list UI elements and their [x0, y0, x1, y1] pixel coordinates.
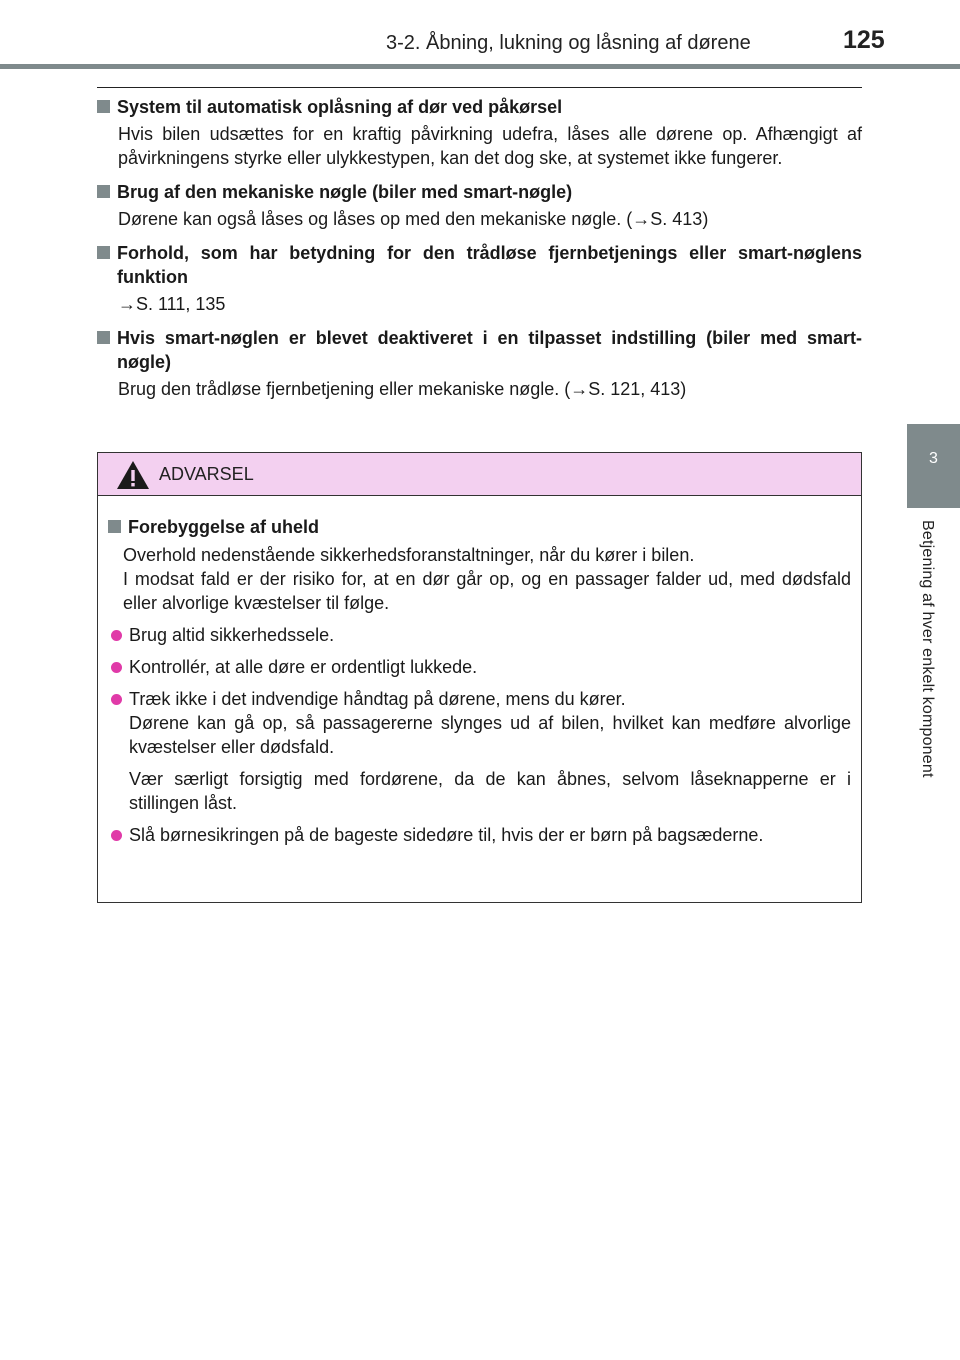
header-rule — [0, 64, 960, 69]
chapter-title: Betjening af hver enkelt komponent — [919, 520, 936, 778]
circle-bullet-icon — [111, 630, 122, 641]
item-title: System til automatisk oplåsning af dør ved påkørsel — [117, 97, 563, 117]
item-body: →S. 111, 135 — [118, 294, 226, 314]
item-body: Dørene kan også låses og låses op med den mekaniske nøgle. (→S. 413) — [118, 209, 709, 229]
item-body: Brug den trådløse fjernbetjening eller mekaniske nøgle. (→S. 121, 413) — [118, 379, 687, 399]
square-bullet-icon — [108, 520, 121, 533]
square-bullet-icon — [97, 185, 110, 198]
item-body: Hvis bilen udsættes for en kraftig påvirkning udefra, låses alle dørene op. Afhængigt af påvirkningens styrke eller ulykkestypen, kan det dog ske, at systemet ikke fungerer. — [118, 124, 862, 168]
warning-bullet: Træk ikke i det indvendige håndtag på dørene, mens du kører. Dørene kan gå op, så passagererne slynges ud af bilen, hvilket kan medføre alvorlige kvæstelser eller dødsfald. Vær særligt forsigtig med fordørene, da de kan åbnes, selvom låseknapperne er i stillingen låst. — [111, 687, 851, 815]
warning-title: Forebyggelse af uheld — [128, 517, 320, 537]
list-item — [97, 180, 862, 231]
warning-bullet: Kontrollér, at alle døre er ordentligt lukkede. — [111, 655, 851, 679]
warning-label: ADVARSEL — [159, 464, 254, 484]
square-bullet-icon — [97, 100, 110, 113]
warning-intro: Overhold nedenstående sikkerhedsforanstaltninger, når du kører i bilen. I modsat fald er der risiko for, at en dør går op, og en passager falder ud, med dødsfald eller alvorlige kvæstelser til følge. — [123, 545, 851, 613]
list-item — [97, 95, 862, 170]
item-title: Brug af den mekaniske nøgle (biler med smart-nøgle) — [117, 182, 573, 202]
circle-bullet-icon — [111, 694, 122, 705]
page-number: 125 — [843, 26, 885, 54]
list-item — [97, 241, 862, 316]
chapter-number: 3 — [929, 450, 938, 467]
list-item — [97, 326, 862, 401]
warning-box — [97, 452, 862, 903]
item-title: Hvis smart-nøglen er blevet deaktiveret i en tilpasset indstilling (biler med smart-nøgle) — [117, 328, 862, 372]
main-content — [97, 95, 862, 411]
content-rule — [97, 87, 862, 88]
circle-bullet-icon — [111, 662, 122, 673]
warning-header — [98, 453, 861, 496]
square-bullet-icon — [97, 331, 110, 344]
warning-bullet: Slå børnesikringen på de bageste sidedøre til, hvis der er børn på bagsæderne. — [111, 823, 851, 847]
circle-bullet-icon — [111, 830, 122, 841]
warning-triangle-icon — [115, 459, 151, 491]
warning-bullet: Brug altid sikkerhedssele. — [111, 623, 851, 647]
square-bullet-icon — [97, 246, 110, 259]
warning-body — [98, 496, 861, 847]
chapter-tab[interactable] — [907, 424, 960, 508]
header-section-title: 3-2. Åbning, lukning og låsning af dørene — [386, 32, 751, 54]
item-title: Forhold, som har betydning for den trådløse fjernbetjenings eller smart-nøglens funktion — [117, 243, 862, 287]
